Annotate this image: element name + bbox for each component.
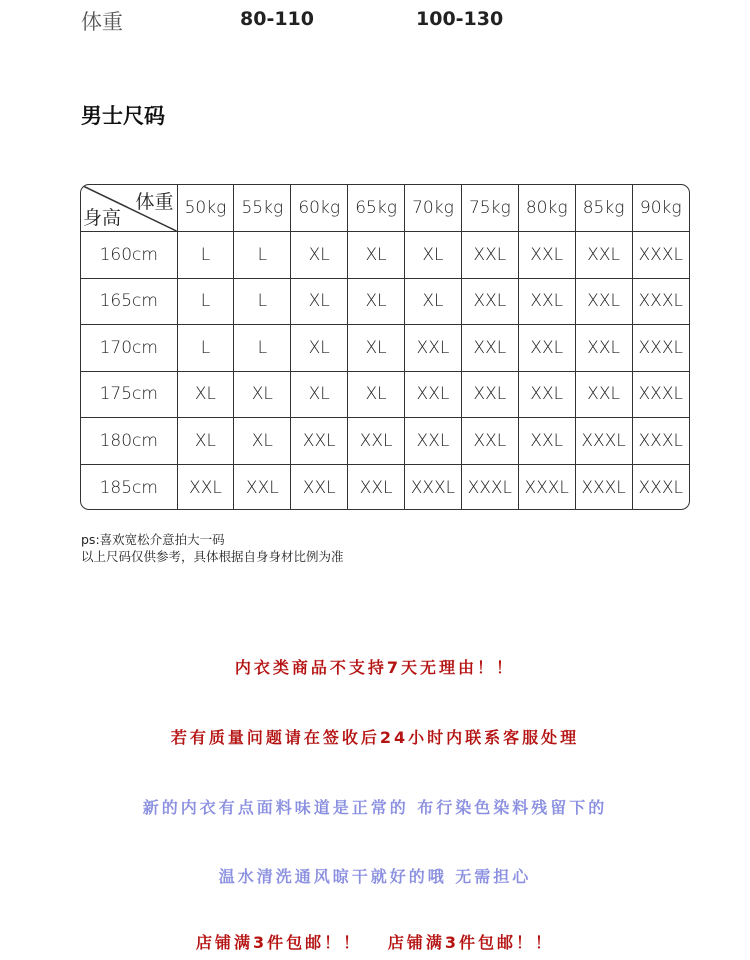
weight-range-1: 80-110 [240, 8, 314, 30]
note-loose-fit: ps:喜欢宽松介意拍大一码 [81, 532, 225, 547]
table-row [81, 464, 689, 510]
table-row [81, 278, 689, 325]
table-row [81, 371, 689, 418]
size-cell: XXL [575, 325, 632, 372]
size-chart-table [80, 184, 690, 510]
size-cell: L [234, 232, 291, 279]
size-cell: XXL [348, 418, 405, 465]
corner-weight-label: 体重 [135, 191, 174, 213]
size-cell: XXL [518, 232, 575, 279]
size-cell: XXXL [575, 464, 632, 510]
notice-fabric-smell: 新的内衣有点面料味道是正常的 布行染色染料残留下的 [142, 798, 608, 817]
height-cell: 160cm [81, 232, 177, 279]
corner-height-label: 身高 [83, 207, 122, 229]
weight-header-cell: 60kg [291, 185, 348, 232]
size-cell: XXXL [575, 418, 632, 465]
weight-header-cell: 90kg [632, 185, 689, 232]
weight-header-cell: 85kg [575, 185, 632, 232]
size-cell: XXL [405, 418, 462, 465]
size-cell: XXXL [461, 464, 518, 510]
size-cell: XXXL [632, 371, 689, 418]
weight-header-cell: 50kg [177, 185, 234, 232]
size-cell: XL [234, 418, 291, 465]
size-cell: XXL [518, 418, 575, 465]
size-cell: XL [177, 418, 234, 465]
size-cell: XL [348, 325, 405, 372]
height-cell: 185cm [81, 464, 177, 510]
size-cell: XXL [575, 371, 632, 418]
size-cell: L [177, 325, 234, 372]
size-cell: XXXL [632, 278, 689, 325]
notice-no-return: 内衣类商品不支持7天无理由！！ [234, 658, 516, 677]
height-cell: 180cm [81, 418, 177, 465]
notice-free-shipping: 店铺满3件包邮！！ 店铺满3件包邮！！ [196, 933, 554, 952]
size-cell: XL [348, 232, 405, 279]
size-cell: XXL [461, 325, 518, 372]
height-cell: 175cm [81, 371, 177, 418]
weight-range-2: 100-130 [416, 8, 504, 30]
notice-quality-issue: 若有质量问题请在签收后24小时内联系客服处理 [170, 728, 580, 747]
height-cell: 165cm [81, 278, 177, 325]
size-cell: XL [291, 325, 348, 372]
size-cell: XL [177, 371, 234, 418]
size-cell: XXL [518, 325, 575, 372]
section-title: 男士尺码 [81, 104, 165, 128]
weight-range-row [0, 6, 750, 38]
notice-wash-instructions: 温水清洗通风晾干就好的哦 无需担心 [218, 867, 532, 886]
size-cell: XXL [575, 232, 632, 279]
size-cell: XL [348, 371, 405, 418]
size-cell: XXXL [518, 464, 575, 510]
weight-header-cell: 70kg [405, 185, 462, 232]
height-cell: 170cm [81, 325, 177, 372]
size-cell: XL [405, 278, 462, 325]
size-cell: L [177, 232, 234, 279]
weight-header-cell: 75kg [461, 185, 518, 232]
size-cell: XXL [461, 278, 518, 325]
weight-header-cell: 65kg [348, 185, 405, 232]
size-cell: XXL [518, 371, 575, 418]
size-cell: XXL [575, 278, 632, 325]
size-cell: XXXL [632, 418, 689, 465]
size-cell: L [234, 325, 291, 372]
header-row [81, 185, 689, 232]
size-cell: XXL [461, 371, 518, 418]
size-cell: XL [348, 278, 405, 325]
size-cell: XL [291, 278, 348, 325]
weight-label: 体重 [81, 10, 123, 34]
size-cell: L [177, 278, 234, 325]
size-cell: XXXL [632, 232, 689, 279]
size-cell: XXL [461, 232, 518, 279]
size-cell: XL [291, 232, 348, 279]
weight-header-cell: 80kg [518, 185, 575, 232]
table-row [81, 418, 689, 465]
size-cell: XL [234, 371, 291, 418]
note-reference-only: 以上尺码仅供参考，具体根据自身身材比例为准 [81, 549, 344, 564]
size-cell: XXXL [632, 325, 689, 372]
table-row [81, 232, 689, 279]
size-cell: XXXL [638, 477, 683, 498]
weight-header-cell: 55kg [234, 185, 291, 232]
size-cell: XXL [461, 418, 518, 465]
size-cell: XXXL [405, 464, 462, 510]
size-cell: L [234, 278, 291, 325]
size-cell: XXL [405, 371, 462, 418]
corner-header-cell [81, 185, 177, 232]
size-cell: XXL [291, 418, 348, 465]
size-cell: XXL [234, 464, 291, 510]
size-cell: XXL [291, 464, 348, 510]
size-cell: XL [405, 232, 462, 279]
table-row [81, 325, 689, 372]
size-cell: XXL [348, 464, 405, 510]
size-cell: XXL [405, 325, 462, 372]
size-cell: XL [291, 371, 348, 418]
size-cell: XXL [518, 278, 575, 325]
size-cell: XXL [177, 464, 234, 510]
